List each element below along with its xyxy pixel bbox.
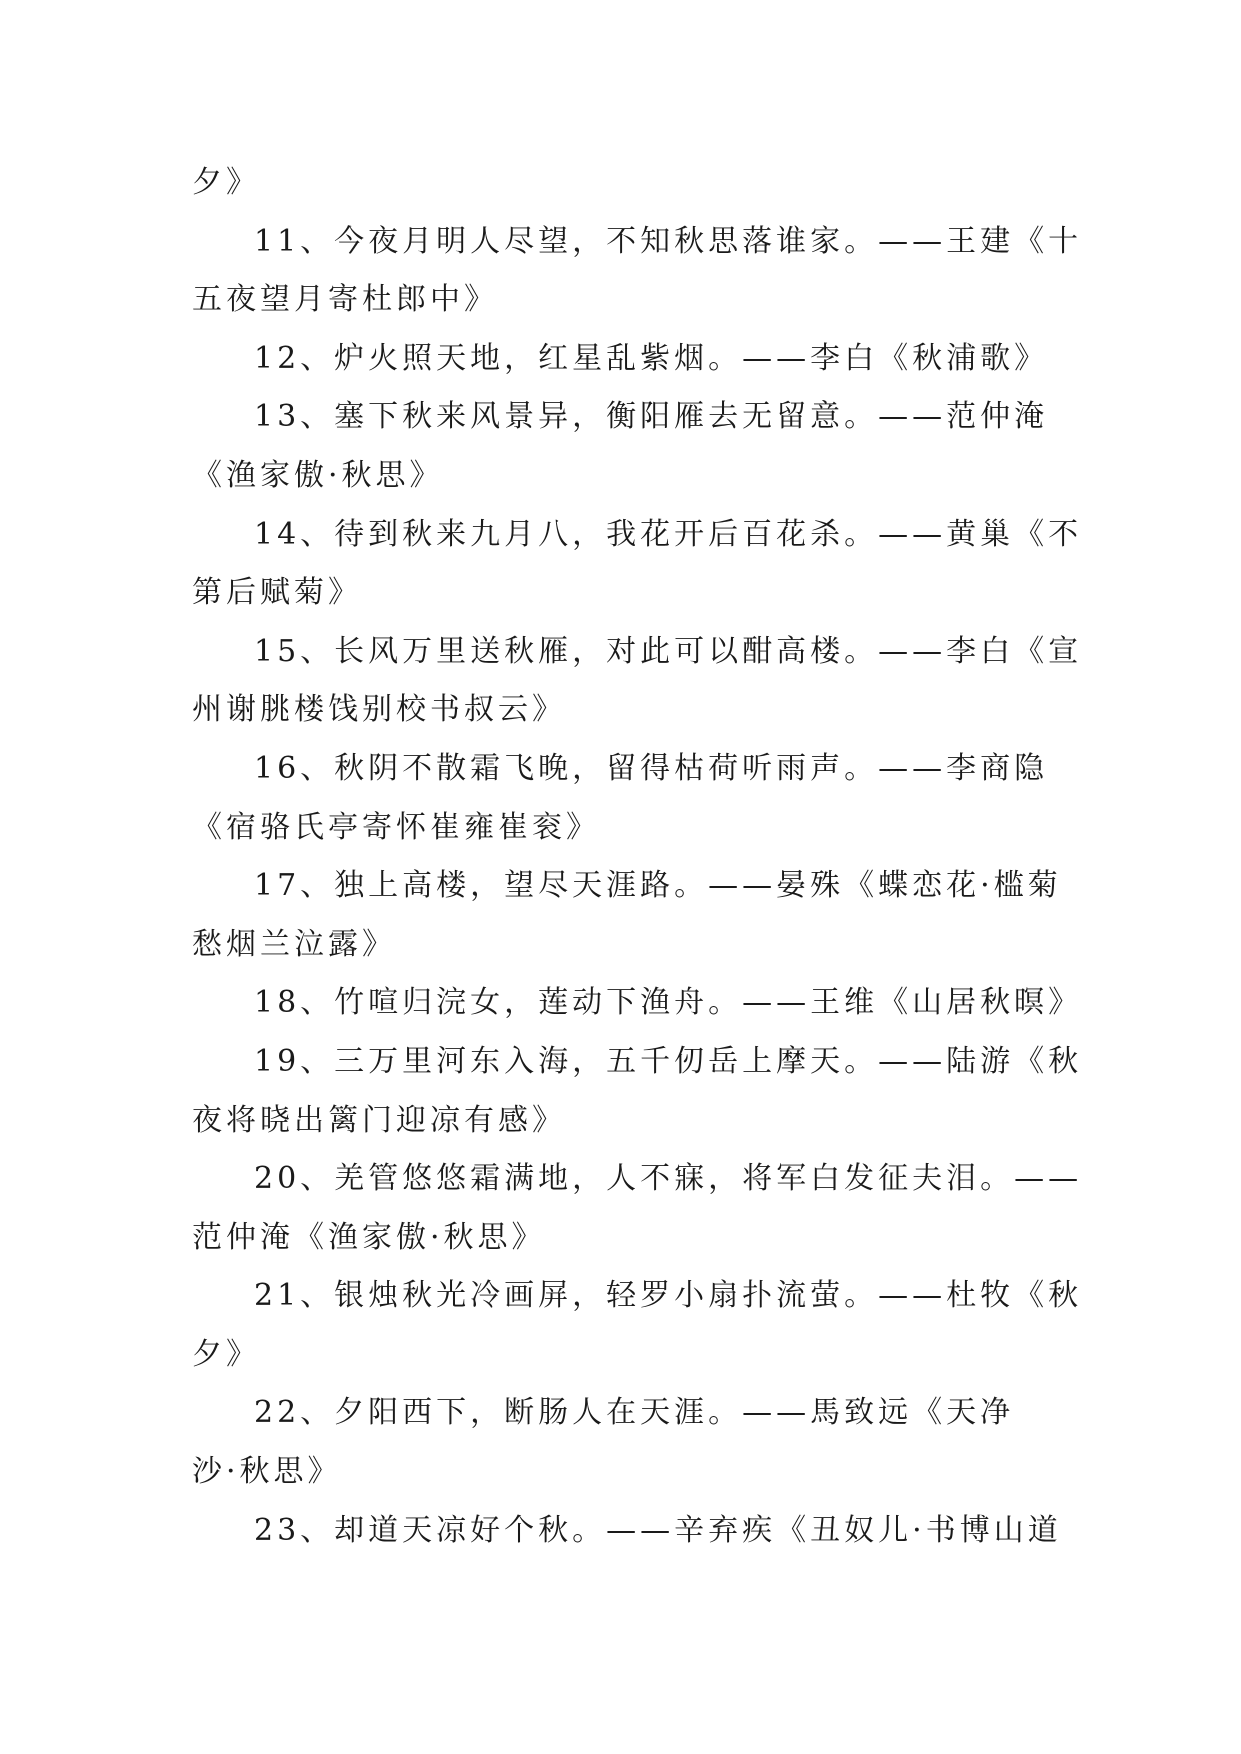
text-line: 五夜望月寄杜郎中》: [192, 282, 498, 318]
text-line: 16、秋阴不散霜飞晚，留得枯荷听雨声。——李商隐: [254, 750, 1049, 786]
text-line: 11、今夜月明人尽望，不知秋思落谁家。——王建《十: [254, 223, 1083, 259]
text-line: 《渔家傲·秋思》: [192, 457, 444, 493]
text-line: 州谢朓楼饯别校书叔云》: [192, 692, 566, 728]
text-line: 13、塞下秋来风景异，衡阳雁去无留意。——范仲淹: [254, 399, 1049, 435]
text-line: 沙·秋思》: [192, 1454, 342, 1490]
text-line: 夜将晓出篱门迎凉有感》: [192, 1102, 566, 1138]
text-line: 21、银烛秋光冷画屏，轻罗小扇扑流萤。——杜牧《秋: [254, 1278, 1083, 1314]
text-line: 夕》: [192, 1336, 260, 1372]
text-line: 15、长风万里送秋雁，对此可以酣高楼。——李白《宣: [254, 633, 1083, 669]
text-line: 愁烟兰泣露》: [192, 926, 396, 962]
text-line: 第后赋菊》: [192, 575, 362, 611]
text-line: 20、羌管悠悠霜满地，人不寐，将军白发征夫泪。——: [254, 1161, 1083, 1197]
text-line: 19、三万里河东入海，五千仞岳上摩天。——陆游《秋: [254, 1043, 1083, 1079]
text-line: 22、夕阳西下，断肠人在天涯。——馬致远《天净: [254, 1395, 1015, 1431]
poem-list: [192, 154, 1083, 1560]
text-line: 范仲淹《渔家傲·秋思》: [192, 1219, 546, 1255]
text-line: 12、炉火照天地，红星乱紫烟。——李白《秋浦歌》: [254, 340, 1049, 376]
text-line: 17、独上高楼，望尽天涯路。——晏殊《蝶恋花·槛菊: [254, 868, 1062, 904]
text-line: 《宿骆氏亭寄怀崔雍崔衮》: [192, 809, 600, 845]
text-line: 夕》: [192, 165, 260, 200]
text-line: 18、竹喧归浣女，莲动下渔舟。——王维《山居秋暝》: [254, 985, 1083, 1021]
text-line: 23、却道天凉好个秋。——辛弃疾《丑奴儿·书博山道: [254, 1512, 1062, 1548]
text-line: 14、待到秋来九月八，我花开后百花杀。——黄巢《不: [254, 516, 1083, 552]
